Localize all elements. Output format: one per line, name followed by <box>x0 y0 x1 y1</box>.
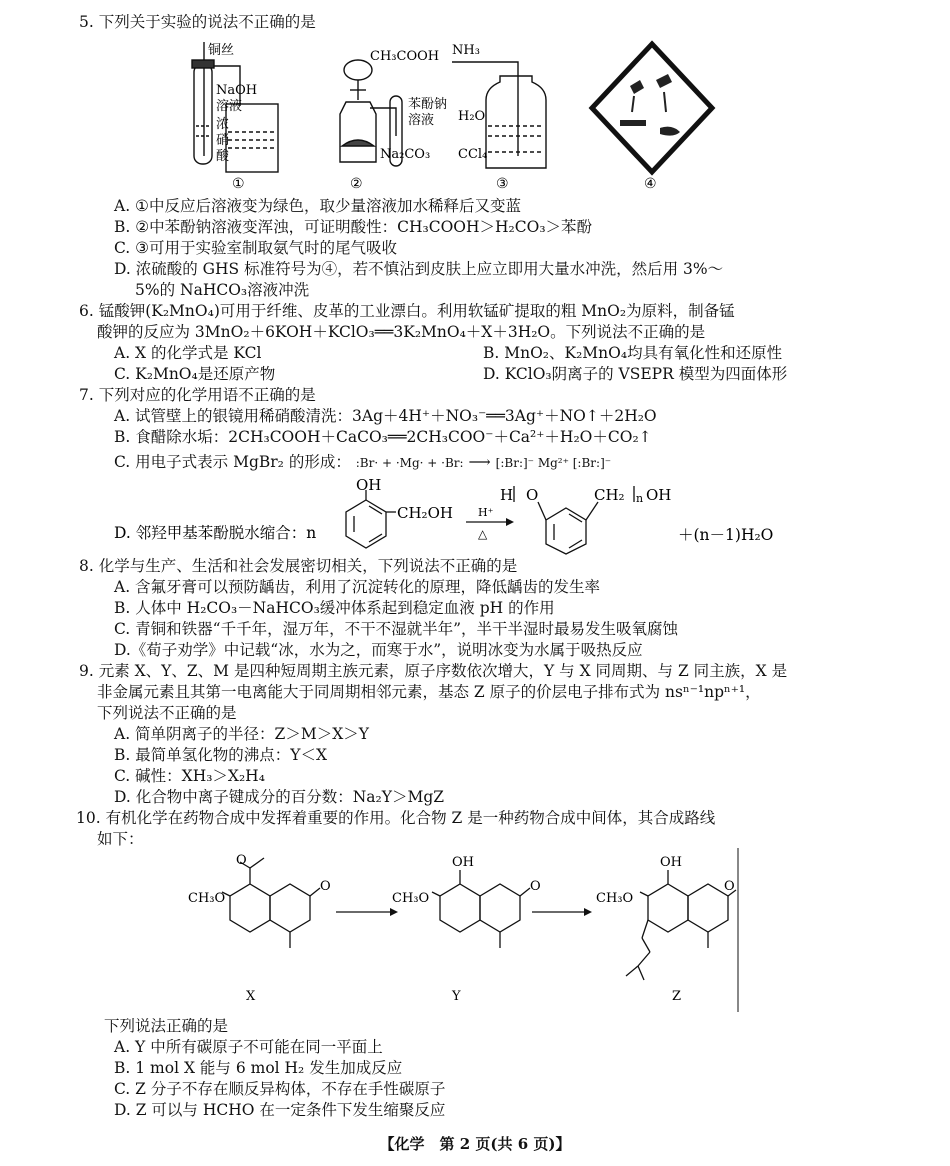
formation-arrow: ⟶ <box>468 453 491 471</box>
fig-num-2: ② <box>350 176 363 192</box>
q5-option-a: A. ①中反应后溶液变为绿色，取少量溶液加水稀释后又变蓝 <box>114 197 521 215</box>
x-ch3o: CH₃O <box>188 891 226 906</box>
q10-option-c: C. Z 分子不存在顺反异构体，不存在手性碳原子 <box>114 1080 446 1098</box>
q6-stem-line2: 酸钾的反应为 3MnO₂＋6KOH＋KClO₃══3K₂MnO₄＋X＋3H₂O。下列说法不正确的是 <box>97 323 706 341</box>
q8-option-b: B. 人体中 H₂CO₃－NaHCO₃缓冲体系起到稳定血液 pH 的作用 <box>114 599 555 617</box>
label-soln: 溶液 <box>216 99 243 114</box>
q7-d-prod-n: n <box>636 492 644 505</box>
x-lactone-o: O <box>320 879 331 894</box>
q5-option-b: B. ②中苯酚钠溶液变浑浊，可证明酸性：CH₃COOH＞H₂CO₃＞苯酚 <box>114 218 593 236</box>
electron-formula-right: [:Br:]⁻ Mg²⁺ [:Br:]⁻ <box>495 456 612 470</box>
q9-stem-line2: 非金属元素且其第一电离能大于同周期相邻元素，基态 Z 原子的价层电子排布式为 nsⁿ⁻¹npⁿ⁺¹， <box>97 683 761 701</box>
y-ch3o: CH₃O <box>392 891 430 906</box>
label-na2co3: Na₂CO₃ <box>380 147 431 162</box>
fig-num-3: ③ <box>496 176 509 192</box>
compound-y-structure <box>432 870 530 948</box>
q7-d-cond-top: H⁺ <box>478 506 494 519</box>
label-naoh: NaOH <box>216 83 258 98</box>
q9-stem-line3: 下列说法不正确的是 <box>97 704 237 722</box>
q5-stem: 5. 下列关于实验的说法不正确的是 <box>79 13 316 31</box>
fig-num-4: ④ <box>644 176 657 192</box>
q9-option-c: C. 碱性：XH₃＞X₂H₄ <box>114 767 265 785</box>
q9-option-a: A. 简单阴离子的半径：Z＞M＞X＞Y <box>114 725 369 743</box>
benzene-ring-product <box>538 502 598 554</box>
q7-d-oh-label: OH <box>356 478 382 494</box>
page-footer: 【化学 第 2 页(共 6 页)】 <box>379 1135 571 1153</box>
compound-z-structure <box>626 870 736 980</box>
q9-option-b: B. 最简单氢化物的沸点：Y＜X <box>114 746 328 764</box>
q7-option-d-reaction <box>114 478 834 556</box>
q7-stem: 7. 下列对应的化学用语不正确的是 <box>79 386 316 404</box>
q6-option-b: B. MnO₂、K₂MnO₄均具有氧化性和还原性 <box>483 344 783 362</box>
z-ch3o: CH₃O <box>596 891 634 906</box>
q7-option-b: B. 食醋除水垢：2CH₃COOH＋CaCO₃══2CH₃COO⁻＋Ca²⁺＋H₂O＋CO₂↑ <box>114 428 652 446</box>
q10-option-d: D. Z 可以与 HCHO 在一定条件下发生缩聚反应 <box>114 1101 446 1119</box>
y-oh: OH <box>452 855 474 870</box>
q8-stem: 8. 化学与生产、生活和社会发展密切相关，下列说法不正确的是 <box>79 557 518 575</box>
q7-d-prod-oh: OH <box>646 486 672 504</box>
x-carbonyl-o: O <box>236 853 247 868</box>
q7-option-a: A. 试管壁上的银镜用稀硝酸清洗：3Ag＋4H⁺＋NO₃⁻══3Ag⁺＋NO↑＋2H₂O <box>114 407 657 425</box>
compound-x-label: X <box>246 989 256 1004</box>
label-conc: 浓 <box>216 117 230 132</box>
q7-d-cond-bot: △ <box>478 527 488 541</box>
q7-d-prod-o: O <box>526 486 539 504</box>
reaction-arrowhead-2 <box>584 908 592 916</box>
label-copper: 铜丝 <box>208 43 235 58</box>
q5-apparatus-figure <box>190 36 720 196</box>
q9-stem-line1: 9. 元素 X、Y、Z、M 是四种短周期主族元素，原子序数依次增大，Y 与 X 同周期、与 Z 同主族，X 是 <box>79 662 788 680</box>
q7-option-c <box>114 452 611 473</box>
q9-option-d: D. 化合物中离子键成分的百分数：Na₂Y＞MgZ <box>114 788 445 806</box>
label-phenoxide2: 溶液 <box>408 113 435 128</box>
label-ch3cooh: CH₃COOH <box>370 49 440 64</box>
q6-option-a: A. X 的化学式是 KCl <box>114 344 262 362</box>
label-nitric2: 酸 <box>216 149 230 164</box>
q8-option-d: D.《荀子劝学》中记载“冰，水为之，而寒于水”，说明冰变为水属于吸热反应 <box>114 641 643 659</box>
q8-option-c: C. 青铜和铁器“千千年，湿万年，不干不湿就半年”，半干半湿时最易发生吸氧腐蚀 <box>114 620 679 638</box>
q5-option-d-line2: 5%的 NaHCO₃溶液冲洗 <box>135 281 310 299</box>
q7-d-prod-h: H <box>500 486 514 504</box>
z-oh: OH <box>660 855 682 870</box>
q10-option-b: B. 1 mol X 能与 6 mol H₂ 发生加成反应 <box>114 1059 403 1077</box>
q10-synthesis-route <box>186 848 746 1014</box>
label-h2o: H₂O <box>458 109 486 124</box>
label-ccl4: CCl₄ <box>458 147 488 162</box>
electron-formula-left: :Br· + ·Mg· + ·Br: <box>355 456 464 470</box>
label-nitric1: 硝 <box>216 133 230 148</box>
fig-num-1: ① <box>232 176 245 192</box>
reaction-arrowhead-1 <box>390 908 398 916</box>
reaction-arrowhead <box>506 518 514 526</box>
q6-option-c: C. K₂MnO₄是还原产物 <box>114 365 276 383</box>
q7-d-ch2oh-label: CH₂OH <box>397 504 453 522</box>
q10-stem-line1: 10. 有机化学在药物合成中发挥着重要的作用。化合物 Z 是一种药物合成中间体，其合成路线 <box>76 809 716 827</box>
compound-x-structure <box>222 858 320 948</box>
q6-option-d: D. KClO₃阴离子的 VSEPR 模型为四面体形 <box>483 365 788 383</box>
q7-d-water: ＋(n－1)H₂O <box>678 526 774 544</box>
q10-prompt: 下列说法正确的是 <box>104 1017 229 1035</box>
q10-option-a: A. Y 中所有碳原子不可能在同一平面上 <box>114 1038 383 1056</box>
q6-stem-line1: 6. 锰酸钾(K₂MnO₄)可用于纤维、皮革的工业漂白。利用软锰矿提取的粗 MnO₂为原料，制备锰 <box>79 302 735 320</box>
compound-z-label: Z <box>672 989 682 1004</box>
label-phenoxide1: 苯酚钠 <box>408 97 448 112</box>
z-lactone-o: O <box>724 879 735 894</box>
q7-option-c-text: C. 用电子式表示 MgBr₂ 的形成： <box>114 453 351 471</box>
label-nh3: NH₃ <box>452 43 480 58</box>
q10-stem-line2: 如下： <box>97 830 144 848</box>
q5-option-d-line1: D. 浓硫酸的 GHS 标准符号为④，若不慎沾到皮肤上应立即用大量水冲洗，然后用 3%～ <box>114 260 724 278</box>
q5-option-c: C. ③可用于实验室制取氨气时的尾气吸收 <box>114 239 398 257</box>
q7-option-d-prefix: D. 邻羟甲基苯酚脱水缩合：n <box>114 524 317 542</box>
q7-d-prod-ch2: CH₂ <box>594 486 625 504</box>
benzene-ring-reactant <box>346 490 396 548</box>
q8-option-a: A. 含氟牙膏可以预防龋齿，利用了沉淀转化的原理，降低龋齿的发生率 <box>114 578 601 596</box>
y-lactone-o: O <box>530 879 541 894</box>
compound-y-label: Y <box>452 989 461 1004</box>
